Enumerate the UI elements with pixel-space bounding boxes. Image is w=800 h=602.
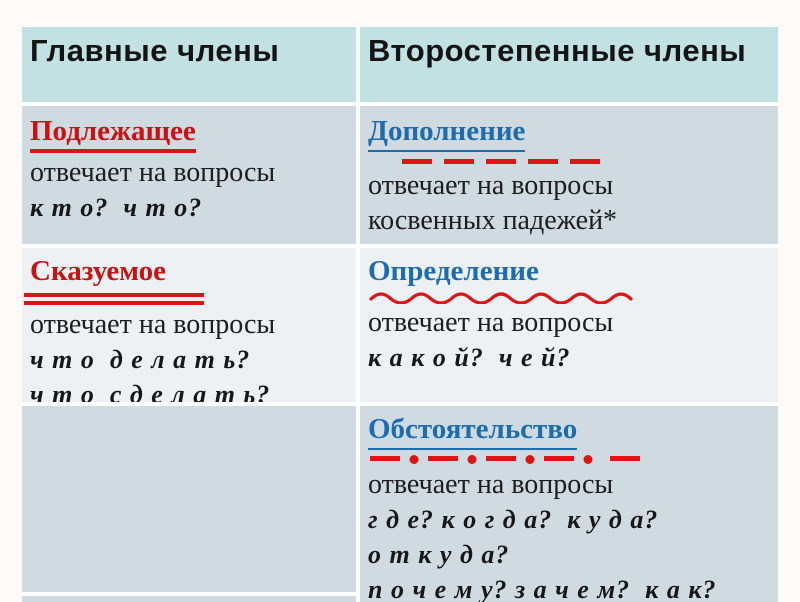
double-underline-decoration	[24, 293, 204, 305]
attribute-questions-text: к а к о й? ч е й?	[368, 343, 571, 372]
object-term-line	[368, 112, 768, 155]
subject-questions-text: к т о? ч т о?	[30, 193, 203, 222]
cell-adverbial	[360, 406, 778, 602]
adverbial-question-3: п о ч е м у? з а ч е м? к а к?	[368, 575, 717, 602]
cell-object	[360, 106, 778, 244]
predicate-answers-text: отвечает на вопросы	[30, 309, 276, 340]
cell-cropped-row-sliver	[22, 596, 356, 602]
adverbial-answers-text: отвечает на вопросы	[368, 469, 614, 500]
dash-dot-underline-decoration	[368, 453, 640, 465]
term-attribute: Определение	[368, 255, 539, 287]
attribute-answers-text: отвечает на вопросы	[368, 307, 614, 338]
term-adverbial: Обстоятельство	[368, 413, 577, 450]
term-subject: Подлежащее	[30, 115, 196, 153]
secondary-members-title: Второстепенные члены	[368, 33, 747, 68]
adverbial-question-1: г д е? к о г д а? к у д а?	[368, 505, 659, 534]
subject-term-line	[30, 112, 346, 155]
term-object: Дополнение	[368, 115, 525, 152]
object-answers-text-2: косвенных падежей*	[368, 205, 618, 236]
term-predicate: Сказуемое	[30, 255, 166, 287]
main-members-title: Главные члены	[30, 33, 280, 68]
cell-subject	[22, 106, 356, 244]
predicate-term-line	[30, 254, 346, 293]
header-cell-main-members	[22, 27, 356, 102]
adverbial-term-line	[368, 412, 768, 451]
header-cell-secondary-members	[360, 27, 778, 102]
cell-attribute	[360, 248, 778, 402]
cell-predicate	[22, 248, 356, 402]
subject-answers-text: отвечает на вопросы	[30, 157, 276, 188]
predicate-question-1: ч т о д е л а т ь?	[30, 345, 251, 374]
predicate-question-2: ч т о с д е л а т ь?	[30, 380, 271, 402]
grammar-table	[22, 27, 778, 602]
object-answers-text: отвечает на вопросы	[368, 170, 614, 201]
cell-empty-left	[22, 406, 356, 592]
dashed-underline-decoration	[402, 159, 600, 164]
adverbial-question-2: о т к у д а?	[368, 540, 510, 569]
